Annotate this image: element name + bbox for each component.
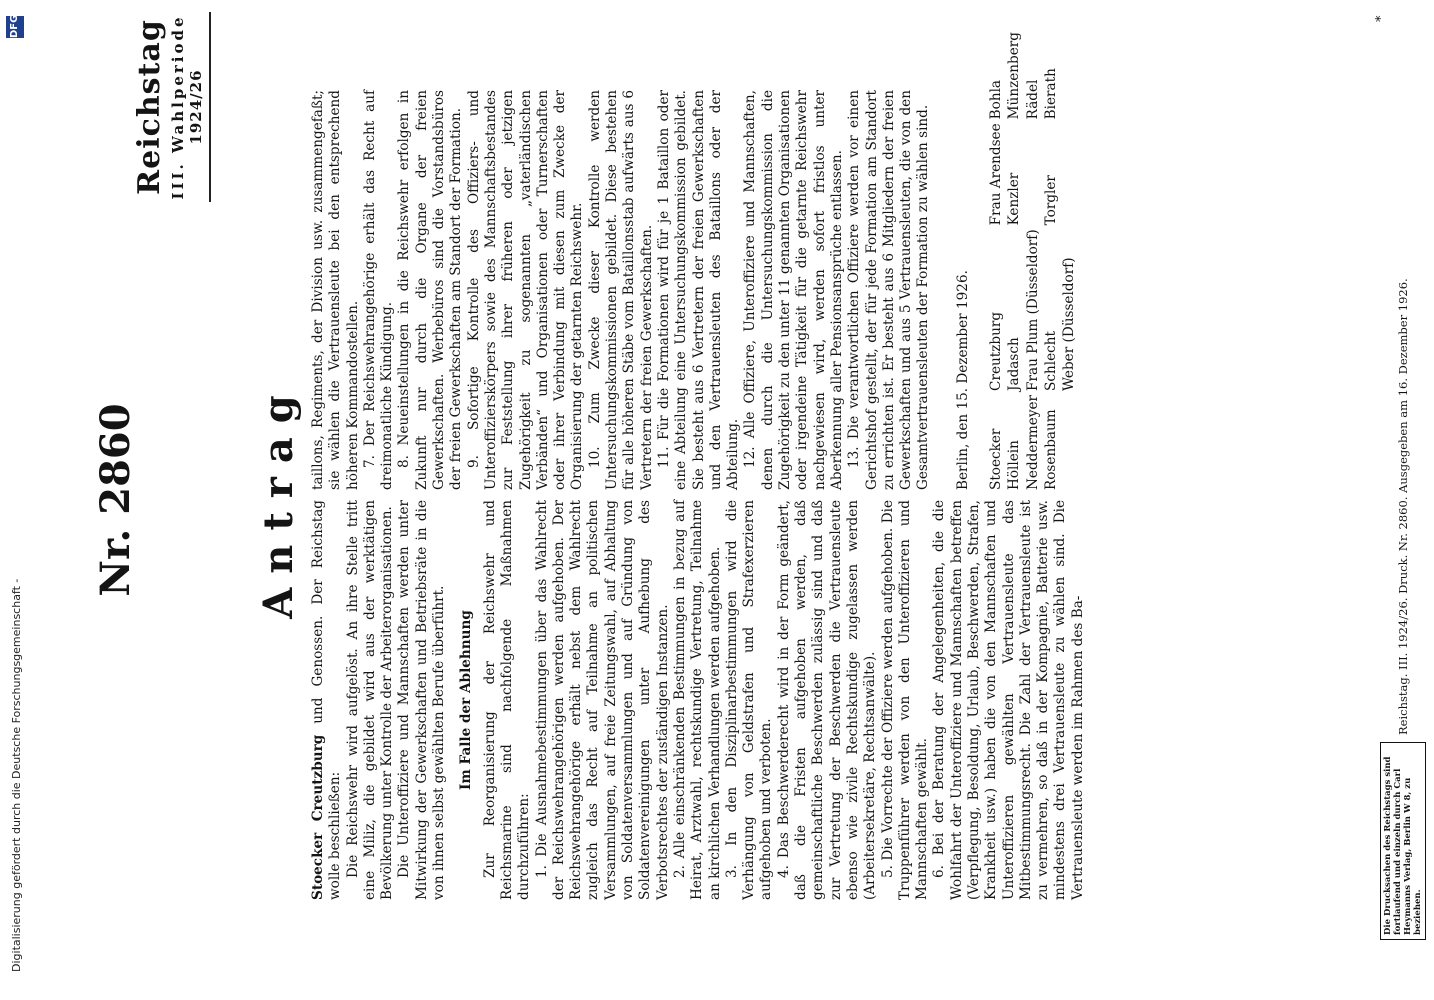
list-item: 2. Alle einschränkenden Bestimmungen in bezug auf Heirat, Arztwahl, rechtskundige Vertretung, Teilnahme an kirchlichen Verhandlungen werden aufgehoben.: [671, 500, 723, 900]
asterisk-mark: *: [1374, 15, 1389, 22]
signer-name: [1061, 32, 1078, 119]
list-item: 5. Die Vorrechte der Offiziere werden aufgehoben. Die Truppenführer werden von den Unteroffizieren und Mannschaften gewählt.: [879, 500, 931, 900]
signer-name: Weber (Düsseldorf): [1061, 257, 1078, 391]
list-item: 9. Sofortige Kontrolle des Offiziers- und Unteroffizierskörpers sowie des Mannschaftsbestandes zur Feststellung ihrer früheren oder jetzigen Zugehörigkeit zu sogenannten „vaterländischen Verbänden“ und Organisationen oder Turnerschaften oder ihrer Verbindung mit diesen zum Zwecke der Organisierung der getarnten Reichswehr.: [465, 90, 586, 490]
paragraph: taillons, Regiments, der Division usw. zusammengefaßt; sie wählen die Vertrauensleute bei den entsprechend höheren Kommandostellen.: [310, 90, 361, 490]
print-info: Reichstag. III. 1924/26. Druck. Nr. 2860. Ausgegeben am 16. Dezember 1926.: [1396, 278, 1410, 735]
signer-name: Bohla: [987, 79, 1004, 120]
signer-name: Kenzler: [1006, 172, 1023, 226]
signer-name: Rädel: [1024, 79, 1041, 120]
signer-name: Creutzburg: [987, 311, 1004, 391]
document-title: Antrag: [255, 381, 302, 619]
signer-name: [1025, 123, 1042, 225]
document-number: Nr. 2860: [92, 403, 139, 597]
list-item: 10. Zum Zwecke dieser Kontrolle werden Untersuchungskommissionen gebildet. Diese bestehen für alle höheren Stäbe vom Bataillonsstab aufwärts aus 6 Vertretern der freien Gewerkschaften.: [586, 90, 655, 490]
signer-name: Stoecker: [987, 428, 1004, 490]
paragraph: Die Reichswehr wird aufgelöst. An ihre Stelle tritt eine Miliz, die gebildet wird aus der werktätigen Bevölkerung unter Kontrolle der Arbeiterorganisationen.: [344, 500, 396, 900]
reichstag-header: [132, 2, 211, 212]
paragraph: Zur Reorganisierung der Reichswehr und Reichsmarine sind nachfolgende Maßnahmen durchzuführen:: [481, 500, 533, 900]
signer-name: [1061, 123, 1078, 225]
list-item: 8. Neueinstellungen in die Reichswehr erfolgen in Zukunft nur durch die Organe der freien Gewerkschaften. Werbebüros sind die Vorstandsbüros der freien Gewerkschaften am Standort der Formation.: [396, 90, 465, 490]
paragraph: Die Unteroffiziere und Mannschaften werden unter Mitwirkung der Gewerkschaften und Betriebsräte in die von ihnen selbst gewählten Berufe überführt.: [396, 500, 448, 900]
intro-paragraph: [310, 500, 345, 900]
publisher-note: Die Drucksachen des Reichstags sind fortlaufend und einzeln durch Carl Heymanns Verlag, Berlin W 8, zu beziehen.: [1380, 742, 1426, 940]
digitization-strip: [0, 0, 32, 1000]
signer-name: Jadasch: [1006, 337, 1023, 391]
left-column: [310, 500, 1087, 900]
signer-name: Münzenberg: [1006, 32, 1023, 120]
reichstag-title: Reichstag: [132, 19, 167, 195]
signer-name: [1061, 395, 1078, 490]
signer-name: Bierath: [1042, 68, 1059, 120]
list-item: 1. Die Ausnahmebestimmungen über das Wahlrecht der Reichswehrangehörigen werden aufgehoben. Der Reichswehrangehörige erhält nebst dem Wahlrecht zugleich das Recht auf Teilnahme an politischen Versammlungen, auf freie Zeitungswahl, auf Abhaltung von Soldatenversammlungen und auf Gründung von Soldatenvereinigungen unter Aufhebung des Verbotsrechtes der zuständigen Instanzen.: [533, 500, 671, 900]
list-item: 7. Der Reichswehrangehörige erhält das Recht auf dreimonatliche Kündigung.: [361, 90, 396, 490]
list-item: 11. Für die Formationen wird für je 1 Bataillon oder eine Abteilung eine Untersuchungskommission gebildet. Sie besteht aus 6 Vertretern der freien Gewerkschaften und den Vertrauensleuten des Bataillons oder der Abteilung.: [655, 90, 742, 490]
signer-name: Höllein: [1006, 440, 1023, 490]
page-footer: [1374, 15, 1430, 940]
list-item: 6. Bei der Beratung der Angelegenheiten, die die Wohlfahrt der Unteroffiziere und Mannschaften betreffen (Verpflegung, Besoldung, Urlaub, Beschwerden, Strafen, Krankheit usw.) haben die von den Mannschaften und Unteroffizieren gewählten Vertrauensleute das Mitbestimmungsrecht. Die Zahl der Vertrauensleute ist zu vermehren, so daß in der Kompagnie, Batterie usw. mindestens drei Vertrauensleute zu wählen sind. Die Vertrauensleute werden im Rahmen des Ba-: [931, 500, 1086, 900]
election-period: III. Wahlperiode: [169, 14, 187, 200]
signer-name: Frau Arendsee: [987, 123, 1004, 226]
period-years: 1924/26: [187, 69, 205, 145]
list-item: 13. Die verantwortlichen Offiziere werden vor einen Gerichtshof gestellt, der für jede Formation am Standort zu errichten ist. Er besteht aus 6 Mitgliedern der freien Gewerkschaften und aus 5 Vertrauensleuten, die von den Gesamtvertrauensleuten der Formation zu wählen sind.: [846, 90, 932, 490]
signatories: [987, 32, 1078, 490]
list-item: 4. Das Beschwerderecht wird in der Form geändert, daß die Fristen aufgehoben werden, daß gemeinschaftliche Beschwerden zulässig sind und daß zur Vertretung der Beschwerden die Vertrauensleute ebenso wie zivile Rechtskundige zugelassen werden (Arbeitersekretäre, Rechtsanwälte).: [775, 500, 879, 900]
digitization-note: Digitalisierung gefördert durch die Deutsche Forschungsgemeinschaft -: [10, 578, 23, 972]
signer-name: Rosenbaum: [1042, 409, 1059, 490]
header-rule: [209, 12, 211, 202]
signer-name: Schlecht: [1042, 331, 1059, 391]
signer-name: Torgler: [1042, 175, 1059, 226]
section-heading: Im Falle der Ablehnung: [458, 610, 475, 790]
list-item: 3. In den Disziplinarbestimmungen wird die Verhängung von Geldstrafen und Strafexerzieren aufgehoben und verboten.: [723, 500, 775, 900]
right-column: [310, 32, 1078, 490]
place-date: Berlin, den 15. Dezember 1926.: [954, 270, 971, 490]
signer-name: Frau Plum (Düsseldorf): [1024, 229, 1041, 391]
applicant-names: Stoecker Creutzburg: [310, 734, 326, 900]
intro-text: und Genossen. Der Reichstag wolle beschließen:: [310, 500, 344, 900]
dfg-logo: DFG: [6, 16, 24, 38]
signer-name: Neddermeyer: [1024, 394, 1041, 490]
list-item: 12. Alle Offiziere, Unteroffiziere und Mannschaften, denen durch die Untersuchungskommission die Zugehörigkeit zu den unter 11 genannten Organisationen oder irgendeine Tätigkeit für die getarnte Reichswehr nachgewiesen wird, werden sofort fristlos unter Aberkennung aller Pensionsansprüche entlassen.: [742, 90, 845, 490]
